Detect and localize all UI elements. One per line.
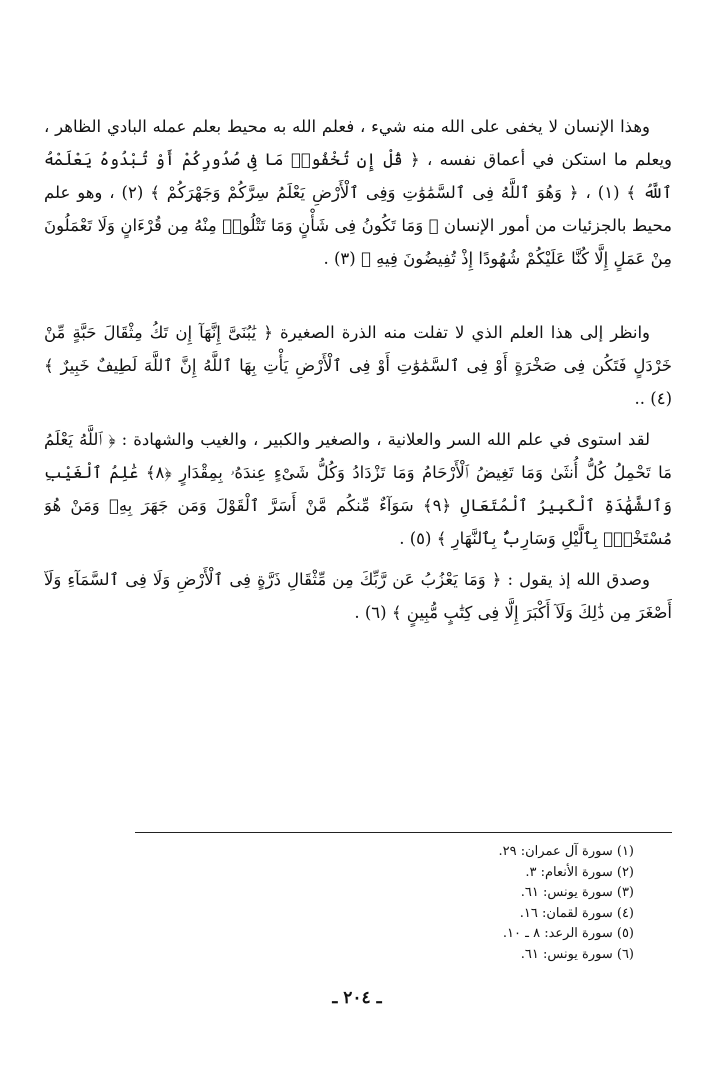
text-run: (١) ،: [578, 183, 627, 202]
footnote-1: (١) سورة آل عمران: ٢٩.: [498, 844, 634, 859]
footnote-3: (٣) سورة يونس: ٦١.: [520, 885, 634, 900]
quran-verse: ﴿ وَمَا يَعْزُبُ عَن رَّبِّكَ مِن مِّثْقَالِ ذَرَّةٍ فِى ٱلْأَرْضِ وَلَا فِى ٱلسَّمَآءِ وَلَآ أَصْغَرَ مِن ذَٰلِكَ وَلَآ أَكْبَرَ إِلَّا فِى كِتَٰبٍ مُّبِينٍ ﴾: [44, 570, 672, 622]
footnote-divider: [135, 832, 672, 833]
text-run: (٥) .: [399, 529, 437, 548]
footnote-5: (٥) سورة الرعد: ٨ ـ ١٠.: [502, 926, 634, 941]
text-run: (٣) .: [323, 249, 361, 268]
text-run: لقد استوى في علم الله السر والعلانية ، والصغير والكبير ، والغيب والشهادة :: [115, 430, 650, 449]
footnote-2: (٢) سورة الأنعام: ٣.: [525, 864, 634, 880]
paragraph-4: [44, 563, 672, 629]
quran-verse: ﴿ وَهُوَ ٱللَّهُ فِى ٱلسَّمَٰوَٰتِ وَفِى ٱلْأَرْضِ يَعْلَمُ سِرَّكُمْ وَجَهْرَكُمْ ﴾: [150, 183, 579, 202]
text-run: (٢) ، وهو علم محيط بالجزئيات من أمور الإنسان: [44, 183, 672, 235]
text-run: (٦) .: [354, 603, 392, 622]
footnote-6: (٦) سورة يونس: ٦١.: [520, 946, 634, 962]
text-run: (٤) ..: [634, 389, 672, 408]
text-run: وصدق الله إذ يقول :: [501, 570, 650, 589]
page-number: ـ ٢٠٤ ـ: [332, 988, 382, 1008]
paragraph-3: [44, 423, 672, 555]
text-run: وانظر إلى هذا العلم الذي لا تفلت منه الذرة الصغيرة: [272, 323, 651, 342]
paragraph-1: [44, 110, 672, 308]
quran-verse: ﴿ يَٰبُنَىَّ إِنَّهَآ إِن تَكُ مِثْقَالَ حَبَّةٍ مِّنْ خَرْدَلٍ فَتَكُن فِى صَخْرَةٍ أَوْ فِى ٱلسَّمَٰوَٰتِ أَوْ فِى ٱلْأَرْضِ يَأْتِ بِهَا ٱللَّهُ إِنَّ ٱللَّهَ لَطِيفٌ خَبِيرٌ ﴾: [44, 323, 672, 375]
text-run: وهذا الإنسان لا يخفى على الله منه شيء ، فعلم الله به محيط بعلم عمله البادي الظاهر ، ويعلم ما استكن في أعماق نفسه ،: [44, 117, 672, 169]
quran-verse: ﴿ ٱللَّهُ يَعْلَمُ مَا تَحْمِلُ كُلُّ أُنثَىٰ وَمَا تَغِيضُ ٱلْأَرْحَامُ وَمَا تَزْدَادُ وَكُلُّ شَىْءٍ عِندَهُۥ بِمِقْدَارٍ ﴿٨﴾ عَٰلِمُ ٱلْغَيْبِ وَٱلشَّهَٰدَةِ ٱلْكَبِيرُ ٱلْمُتَعَالِ ﴿٩﴾ سَوَآءٌ مِّنكُم مَّنْ أَسَرَّ ٱلْقَوْلَ وَمَن جَهَرَ بِهِۦ وَمَنْ هُوَ مُسْتَخْفٍۭ بِٱلَّيْلِ وَسَارِبٌۢ بِٱلنَّهَارِ ﴾: [44, 430, 672, 548]
footnotes-list: [334, 842, 634, 965]
footnote-4: (٤) سورة لقمان: ١٦.: [519, 905, 634, 921]
quran-verse: ﴿ وَمَا تَكُونُ فِى شَأْنٍ وَمَا تَتْلُوا۟ مِنْهُ مِن قُرْءَانٍ وَلَا تَعْمَلُونَ مِنْ عَمَلٍ إِلَّا كُنَّا عَلَيْكُمْ شُهُودًا إِذْ تُفِيضُونَ فِيهِ ﴾: [44, 216, 672, 268]
main-text-block: [44, 110, 672, 629]
quran-verse: ﴿ قُلْ إِن تُخْفُوا۟ مَا فِى صُدُورِكُمْ أَوْ تُبْدُوهُ يَعْلَمْهُ ٱللَّهُ ﴾: [44, 150, 672, 202]
paragraph-2: [44, 316, 672, 415]
